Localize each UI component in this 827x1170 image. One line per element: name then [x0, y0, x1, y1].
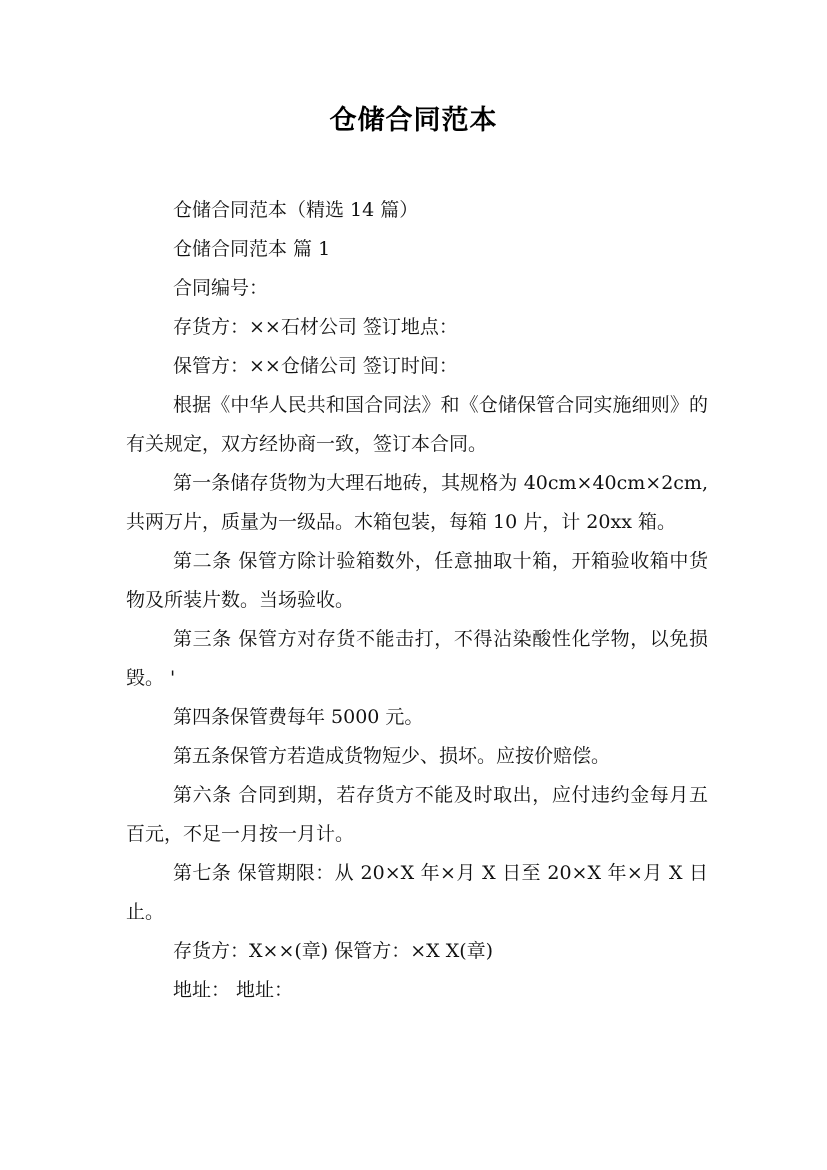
paragraph-custodian: 保管方：××仓储公司 签订时间：	[173, 355, 458, 377]
paragraph-section-heading: 仓储合同范本 篇 1	[173, 238, 331, 260]
paragraph-signatures: 存货方：X××(章) 保管方：×X X(章)	[173, 940, 494, 962]
paragraph-article-5: 第五条保管方若造成货物短少、损坏。应按价赔偿。	[173, 745, 611, 767]
paragraph-article-2: 第二条 保管方除计验箱数外，任意抽取十箱，开箱验收箱中货物及所装片数。当场验收。	[126, 550, 708, 611]
paragraph-contract-number: 合同编号：	[173, 277, 269, 299]
paragraph-article-3: 第三条 保管方对存货不能击打，不得沾染酸性化学物，以免损毁。 '	[126, 628, 708, 689]
paragraph-article-1: 第一条储存货物为大理石地砖，其规格为 40cm×40cm×2cm,共两万片，质量为一级品。木箱包装，每箱 10 片，计 20xx 箱。	[126, 472, 708, 533]
paragraph-article-6: 第六条 合同到期，若存货方不能及时取出，应付违约金每月五百元，不足一月按一月计。	[126, 784, 708, 845]
paragraph-subtitle: 仓储合同范本（精选 14 篇）	[173, 199, 419, 221]
document-body	[126, 191, 708, 1010]
document-title: 仓储合同范本	[329, 105, 498, 136]
paragraph-article-4: 第四条保管费每年 5000 元。	[173, 706, 424, 728]
paragraph-preamble: 根据《中华人民共和国合同法》和《仓储保管合同实施细则》的有关规定，双方经协商一致，签订本合同。	[126, 394, 708, 455]
paragraph-depositor: 存货方：××石材公司 签订地点：	[173, 316, 458, 338]
paragraph-addresses: 地址： 地址：	[173, 979, 294, 1001]
paragraph-article-7: 第七条 保管期限：从 20×X 年×月 X 日至 20×X 年×月 X 日止。	[126, 862, 708, 923]
